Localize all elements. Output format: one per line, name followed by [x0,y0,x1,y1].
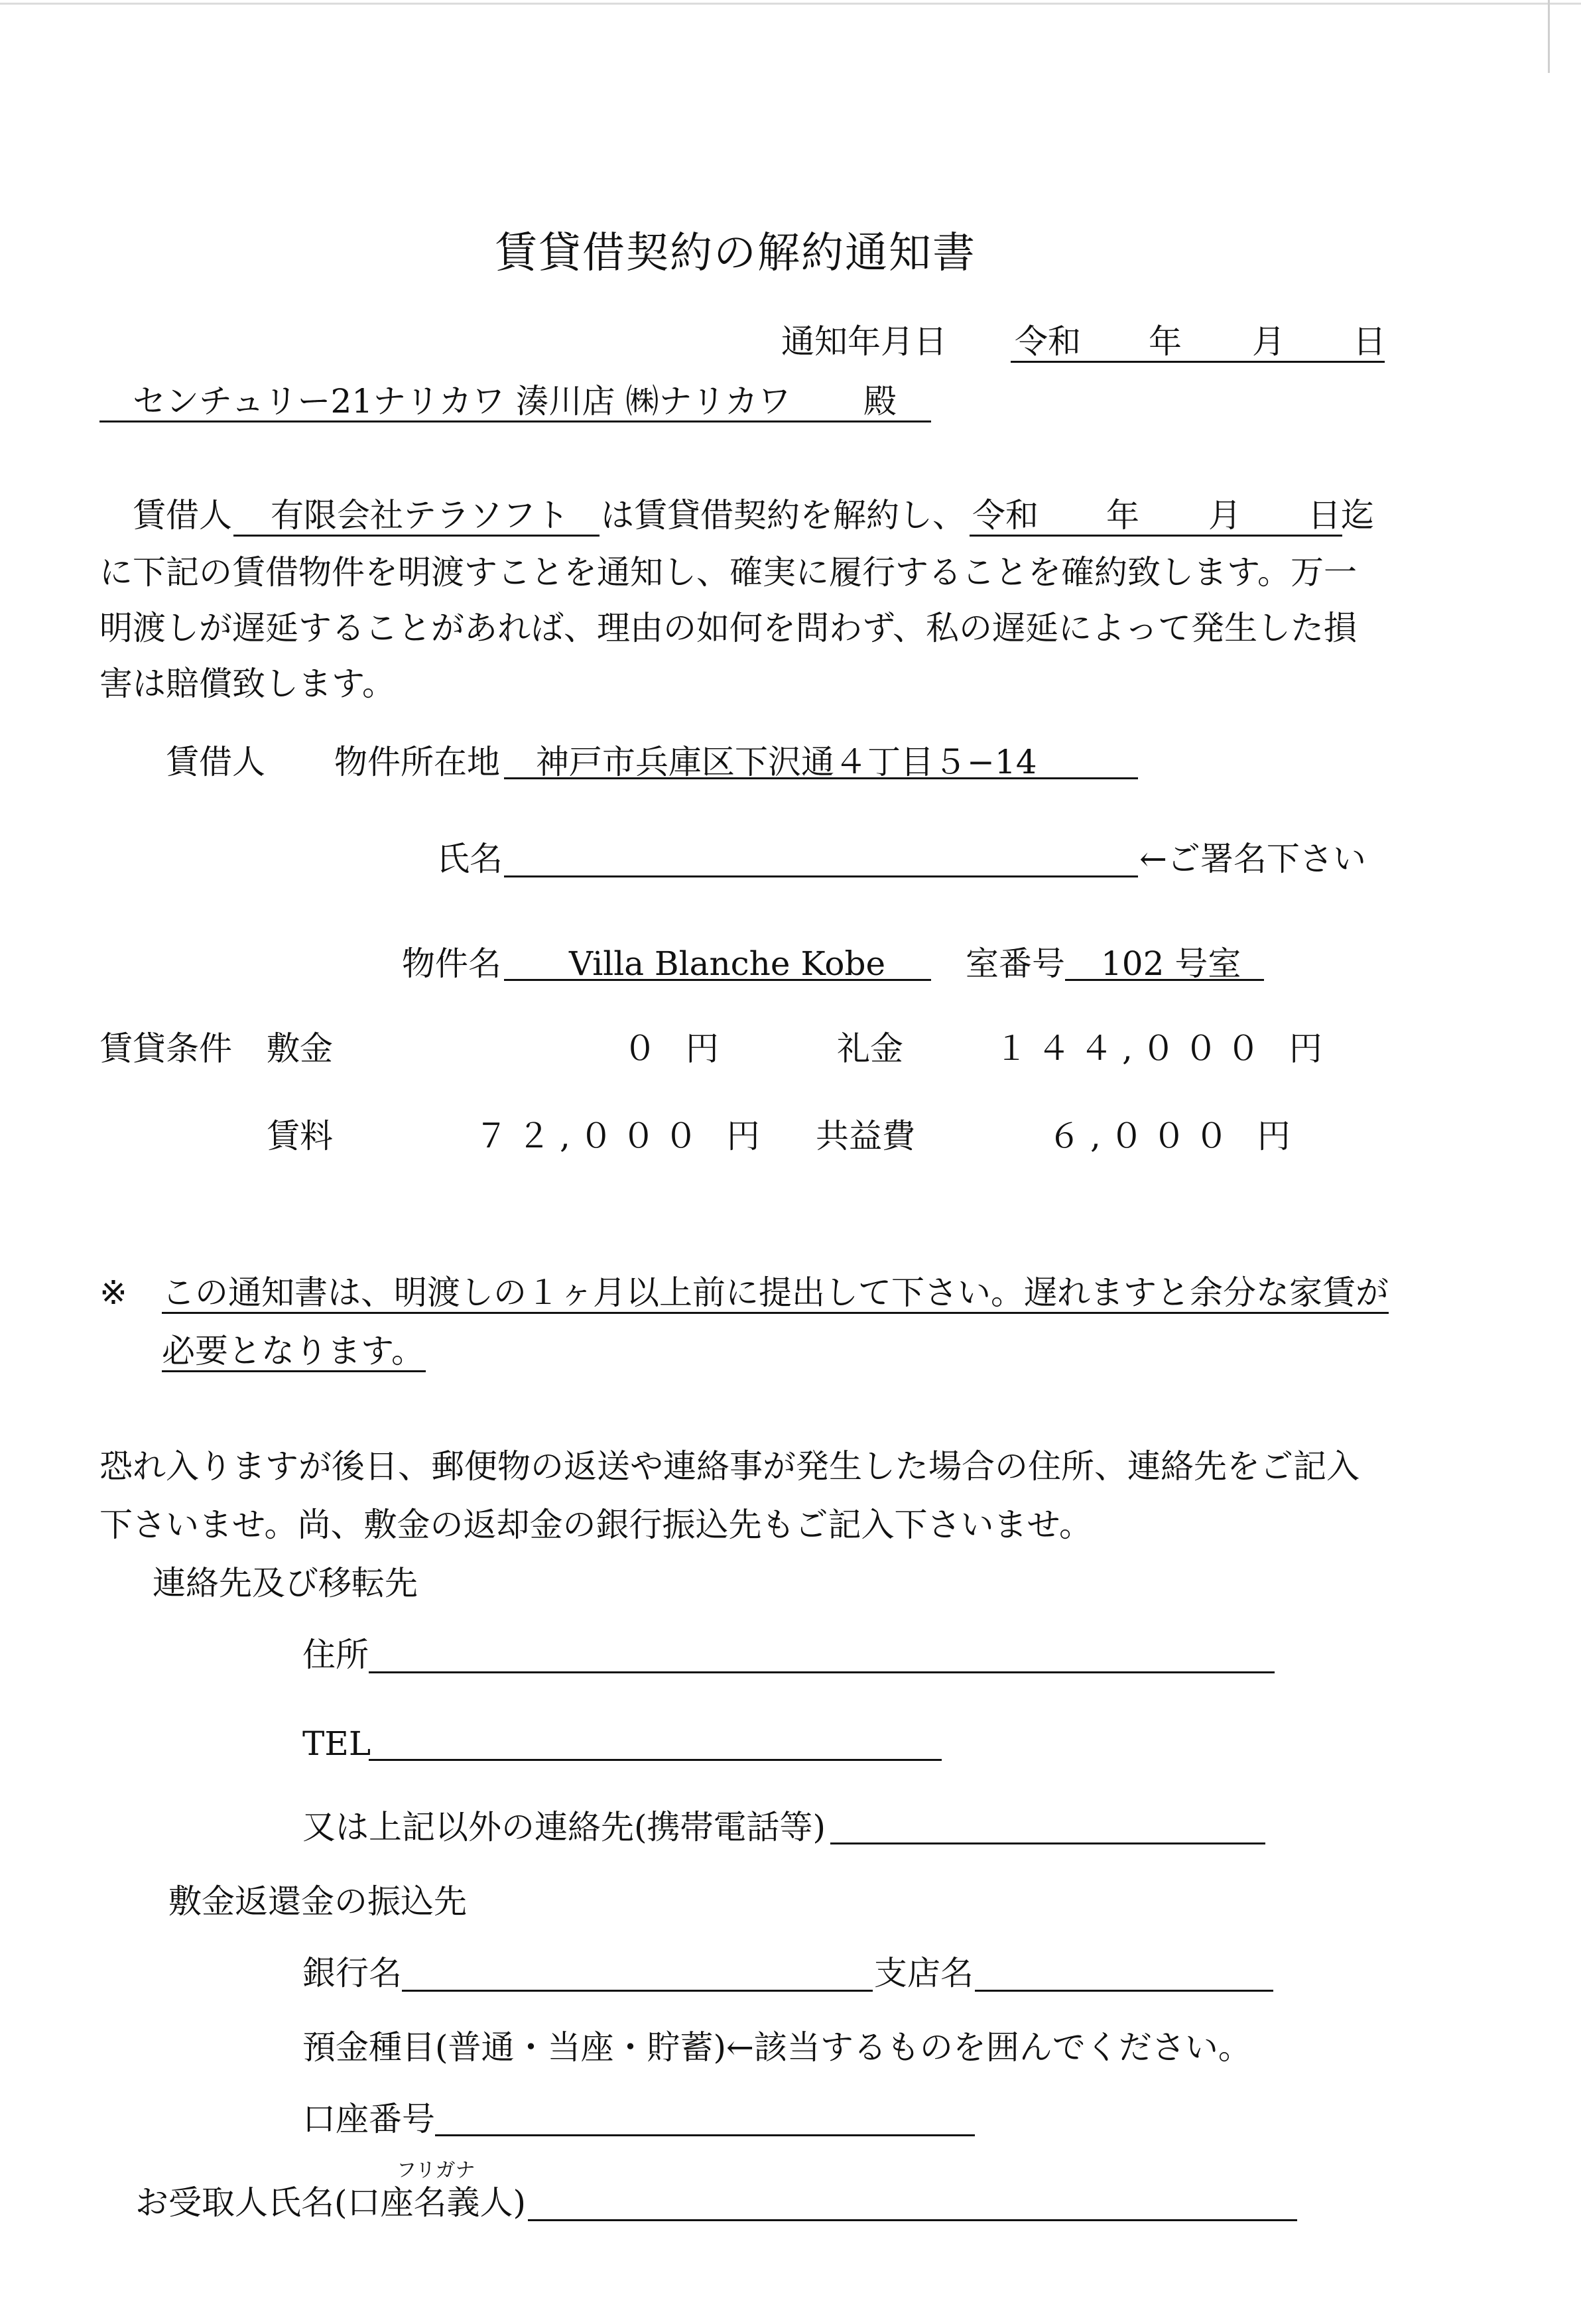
room-underline [1065,979,1264,981]
account-number-field[interactable] [435,2134,975,2136]
bank-name-label: 銀行名 [302,1954,402,1992]
address-label: 物件所在地 [334,743,500,781]
recipient-name: センチュリー21ナリカワ 湊川店 ㈱ナリカワ [133,382,791,420]
move-out-day: 日迄 [1308,496,1374,535]
move-out-underline [970,535,1342,537]
tenant-name: 有限会社テラソフト [271,496,569,535]
account-type-label: 預金種目(普通・当座・貯蓄)←該当するものを囲んでください。 [302,2028,1251,2067]
terms-label: 賃貸条件 [99,1029,232,1068]
notice-date-label: 通知年月日 [781,322,947,361]
rent-label: 賃料 [267,1117,333,1155]
signature-note: ←ご署名下さい [1139,840,1366,878]
account-number-label: 口座番号 [302,2100,435,2138]
rent-value: ７２,０００ 円 [475,1117,769,1155]
move-out-month: 月 [1208,496,1241,535]
body-mid: は賃貸借契約を解約し、 [601,496,966,535]
furigana-label: フリガナ [397,2159,475,2182]
page-edge [0,3,1581,5]
signature-name-label: 氏名 [436,840,503,878]
note-underline [162,1370,426,1372]
recipient-honorific: 殿 [863,382,897,420]
body-prefix: 賃借人 [133,496,232,535]
property-name: Villa Blanche Kobe [569,944,886,983]
page-title: 賃貸借契約の解約通知書 [495,229,976,278]
body-line: 害は賠償致します。 [99,665,395,703]
notice-date-era: 令和 [1015,322,1081,361]
contact-tel-label: TEL [302,1724,371,1763]
common-fee-label: 共益費 [816,1117,915,1155]
branch-name-field[interactable] [975,1990,1273,1992]
contact-other-field[interactable] [830,1842,1265,1844]
room-number: 102 号室 [1101,944,1241,983]
bank-heading: 敷金返還金の振込先 [168,1882,467,1921]
notice-date-month: 月 [1252,322,1285,361]
note-line: この通知書は、明渡しの１ヶ月以上前に提出して下さい。遅れますと余分な家賃が [162,1273,1389,1312]
tenant-underline [233,535,600,537]
note-underline [162,1312,1389,1314]
note-mark: ※ [99,1273,127,1312]
property-name-underline [504,979,931,981]
move-out-year: 年 [1106,496,1139,535]
property-address: 神戸市兵庫区下沢通４丁目５−14 [536,743,1037,781]
branch-name-label: 支店名 [874,1954,974,1992]
property-name-label: 物件名 [402,944,501,983]
deposit-value: ０ 円 [623,1029,728,1068]
move-out-era: 令和 [972,496,1039,535]
recipient-underline [99,420,931,422]
contact-address-label: 住所 [302,1636,369,1674]
key-money-label: 礼金 [837,1029,903,1068]
key-money-value: １４４,０００ 円 [995,1029,1332,1068]
account-holder-label: お受取人氏名(口座名義人) [135,2183,527,2222]
contact-tel-field[interactable] [369,1759,942,1761]
common-fee-value: ６,０００ 円 [1048,1117,1300,1155]
page-edge [1548,0,1550,73]
deposit-label: 敷金 [267,1029,333,1068]
note-line: 必要となります。 [162,1332,424,1370]
contact-heading: 連絡先及び移転先 [153,1564,418,1602]
signature-line[interactable] [504,875,1138,877]
notice-date-underline [1011,361,1385,363]
tenant-label: 賃借人 [166,743,265,781]
contact-intro-line: 下さいませ。尚、敷金の返却金の銀行振込先もご記入下さいませ。 [99,1506,1092,1544]
body-line: に下記の賃借物件を明渡すことを通知し、確実に履行することを確約致します。万一 [99,553,1357,592]
body-line: 明渡しが遅延することがあれば、理由の如何を問わず、私の遅延によって発生した損 [99,609,1357,647]
contact-other-label: 又は上記以外の連絡先(携帯電話等) [302,1808,826,1846]
address-underline [504,777,1138,779]
notice-date-year: 年 [1149,322,1182,361]
contact-intro-line: 恐れ入りますが後日、郵便物の返送や連絡事が発生した場合の住所、連絡先をご記入 [99,1447,1360,1486]
contact-address-field[interactable] [369,1671,1275,1673]
room-label: 室番号 [966,944,1065,983]
bank-name-field[interactable] [402,1990,873,1992]
notice-date-day: 日 [1353,322,1386,361]
account-holder-field[interactable] [528,2219,1297,2221]
